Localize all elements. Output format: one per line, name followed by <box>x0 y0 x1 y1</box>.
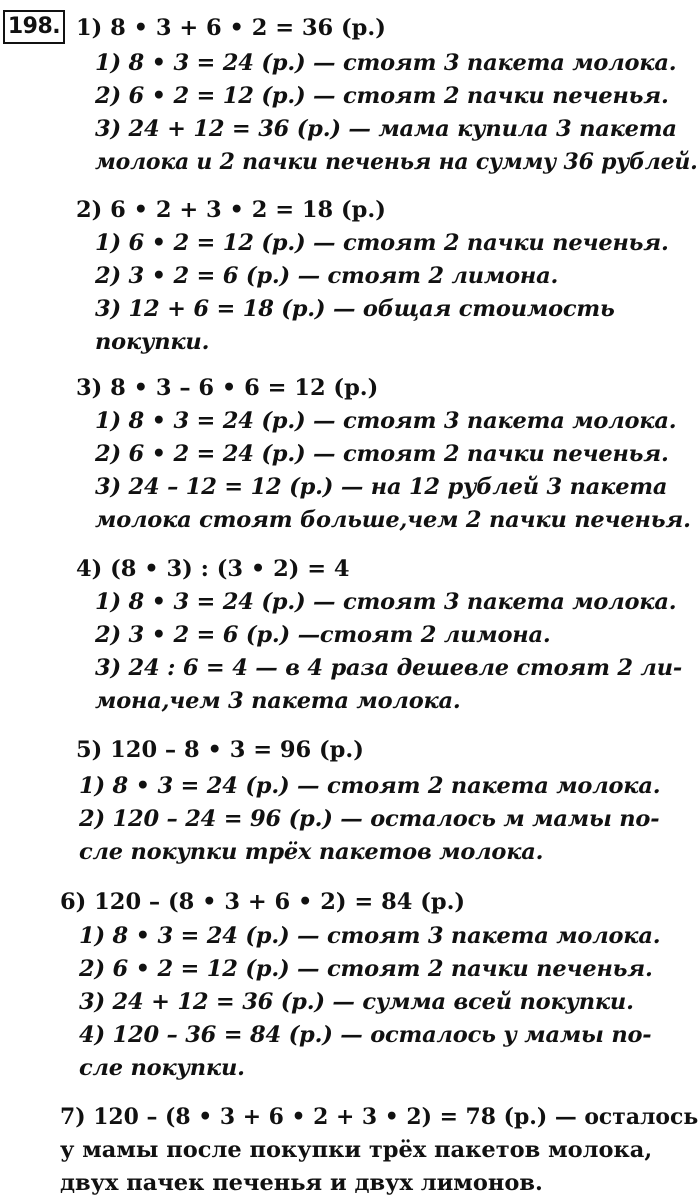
block-6-step-4: 4) 120 – 36 = 84 (р.) — осталось у мамы по- <box>79 1022 652 1048</box>
block-2-step-2: 2) 3 • 2 = 6 (р.) — стоят 2 лимона. <box>95 263 559 289</box>
block-3-step-3-cont: молока стоят больше,чем 2 пачки печенья. <box>95 507 691 533</box>
block-3-step-1: 1) 8 • 3 = 24 (р.) — стоят 3 пакета молока. <box>95 408 677 434</box>
block-1-step-3: 3) 24 + 12 = 36 (р.) — мама купила 3 пакета <box>95 116 677 142</box>
block-6-heading: 6) 120 – (8 • 3 + 6 • 2) = 84 (р.) <box>60 889 466 915</box>
block-2-step-3: 3) 12 + 6 = 18 (р.) — общая стоимость <box>95 296 615 322</box>
block-3-step-3: 3) 24 – 12 = 12 (р.) — на 12 рублей 3 пакета <box>95 474 668 500</box>
block-4-step-3-cont: мона,чем 3 пакета молока. <box>95 688 461 714</box>
block-1-step-1: 1) 8 • 3 = 24 (р.) — стоят 3 пакета молока. <box>95 50 677 76</box>
problem-number-badge: 198. <box>3 10 65 44</box>
block-5-step-2: 2) 120 – 24 = 96 (р.) — осталось м мамы по- <box>79 806 660 832</box>
block-6-step-4-cont: сле покупки. <box>79 1055 245 1081</box>
block-3-heading: 3) 8 • 3 – 6 • 6 = 12 (р.) <box>76 375 379 401</box>
block-6-step-2: 2) 6 • 2 = 12 (р.) — стоят 2 пачки печенья. <box>79 956 653 982</box>
block-2-step-3-cont: покупки. <box>95 329 210 355</box>
block-5-heading: 5) 120 – 8 • 3 = 96 (р.) <box>76 737 364 763</box>
block-2-step-1: 1) 6 • 2 = 12 (р.) — стоят 2 пачки печенья. <box>95 230 669 256</box>
block-4-step-2: 2) 3 • 2 = 6 (р.) —стоят 2 лимона. <box>95 622 551 648</box>
block-5-step-2-cont: сле покупки трёх пакетов молока. <box>79 839 544 865</box>
block-7-line-1: 7) 120 – (8 • 3 + 6 • 2 + 3 • 2) = 78 (р.) — осталось <box>60 1104 699 1130</box>
block-6-step-3: 3) 24 + 12 = 36 (р.) — сумма всей покупки. <box>79 989 634 1015</box>
block-4-step-3: 3) 24 : 6 = 4 — в 4 раза дешевле стоят 2 ли- <box>95 655 682 681</box>
block-3-step-2: 2) 6 • 2 = 24 (р.) — стоят 2 пачки печенья. <box>95 441 669 467</box>
block-1-step-3-cont: молока и 2 пачки печенья на сумму 36 рублей. <box>95 149 698 175</box>
block-1-step-2: 2) 6 • 2 = 12 (р.) — стоят 2 пачки печенья. <box>95 83 669 109</box>
block-4-heading: 4) (8 • 3) : (3 • 2) = 4 <box>76 556 350 582</box>
block-6-step-1: 1) 8 • 3 = 24 (р.) — стоят 3 пакета молока. <box>79 923 661 949</box>
block-7-line-3: двух пачек печенья и двух лимонов. <box>60 1170 543 1196</box>
block-5-step-1: 1) 8 • 3 = 24 (р.) — стоят 2 пакета молока. <box>79 773 661 799</box>
block-2-heading: 2) 6 • 2 + 3 • 2 = 18 (р.) <box>76 197 386 223</box>
block-4-step-1: 1) 8 • 3 = 24 (р.) — стоят 3 пакета молока. <box>95 589 677 615</box>
block-7-line-2: у мамы после покупки трёх пакетов молока, <box>60 1137 653 1163</box>
block-1-heading: 1) 8 • 3 + 6 • 2 = 36 (р.) <box>76 15 386 41</box>
